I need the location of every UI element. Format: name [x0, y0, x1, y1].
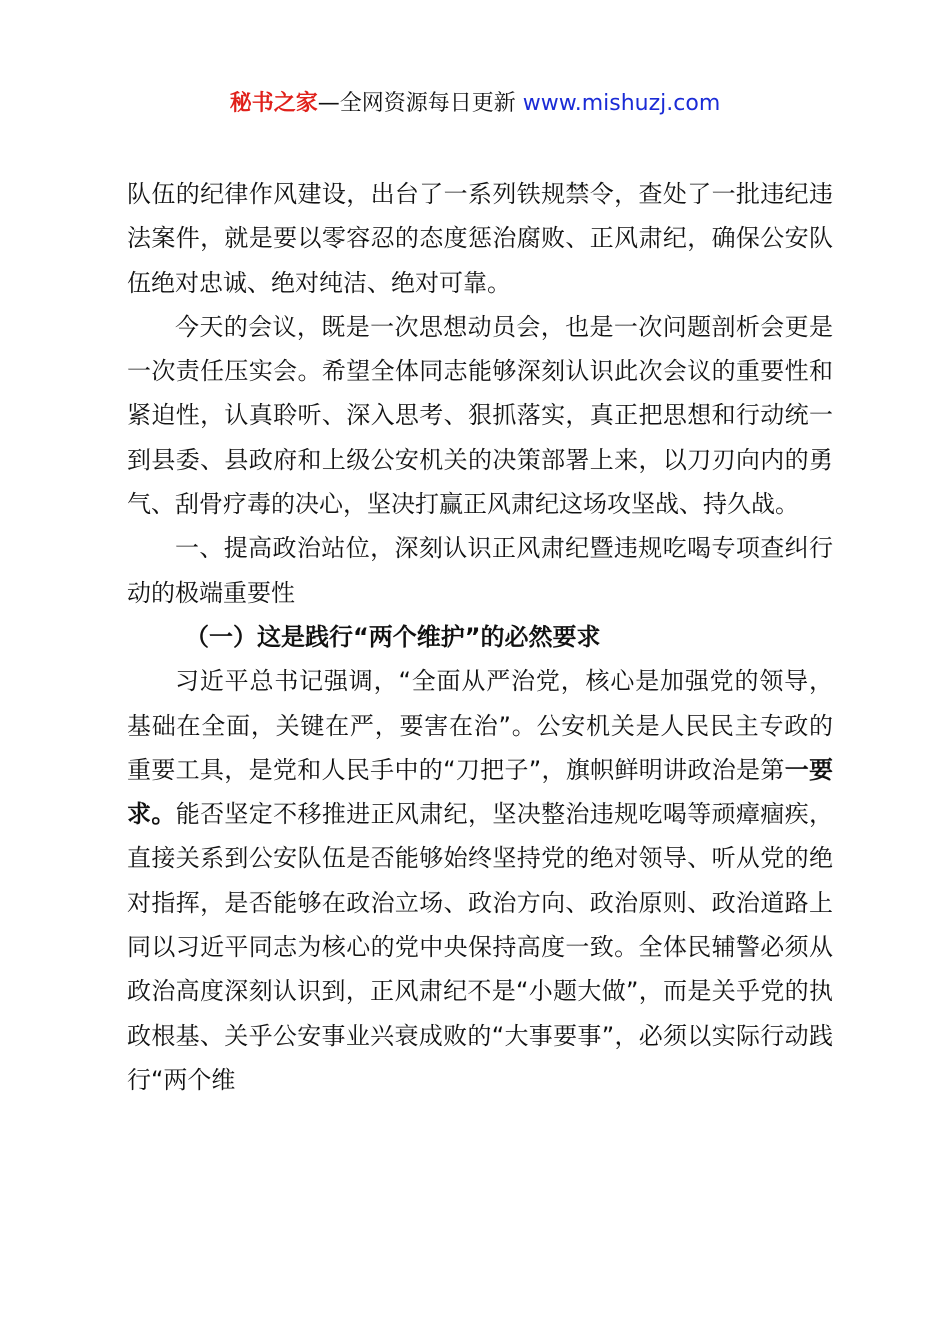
document-body	[127, 172, 833, 1102]
paragraph-text-start: 习近平总书记强调，“全面从严治党，核心是加强党的领导，基础在全面，关键在严，要害在治”。公安机关是人民民主专政的重要工具，是党和人民手中的“刀把子”，旗帜鲜明讲政治是第	[127, 667, 833, 784]
paragraph-two-safeguards	[127, 659, 833, 1102]
site-tagline: —全网资源每日更新	[317, 91, 523, 116]
site-brand: 秘书之家	[229, 91, 318, 116]
site-url-link[interactable]: www.mishuzj.com	[522, 91, 721, 116]
section-heading: 一、提高政治站位，深刻认识正风肃纪暨违规吃喝专项查纠行动的极端重要性	[127, 534, 833, 607]
site-header	[0, 86, 950, 122]
paragraph-text-end: 能否坚定不移推进正风肃纪，坚决整治违规吃喝等顽瘴痼疾，直接关系到公安队伍是否能够始终坚持党的绝对领导、听从党的绝对指挥，是否能够在政治立场、政治方向、政治原则、政治道路上同以习近平同志为核心的党中央保持高度一致。全体民辅警必须从政治高度深刻认识到，正风肃纪不是“小题大做”，而是关乎党的执政根基、关乎公安事业兴衰成败的“大事要事”，必须以实际行动践行“两个维	[127, 800, 834, 1094]
paragraph-meeting: 今天的会议，既是一次思想动员会，也是一次问题剖析会更是一次责任压实会。希望全体同志能够深刻认识此次会议的重要性和紧迫性，认真聆听、深入思考、狠抓落实，真正把思想和行动统一到县委、县政府和上级公安机关的决策部署上来，以刀刃向内的勇气、刮骨疗毒的决心，坚决打赢正风肃纪这场攻坚战、持久战。	[127, 312, 833, 519]
subsection-heading: （一）这是践行“两个维护”的必然要求	[185, 622, 601, 651]
paragraph-text-bold: 一要求。	[127, 755, 834, 829]
paragraph-discipline: 队伍的纪律作风建设，出台了一系列铁规禁令，查处了一批违纪违法案件，就是要以零容忍的态度惩治腐败、正风肃纪，确保公安队伍绝对忠诚、绝对纯洁、绝对可靠。	[127, 180, 833, 297]
